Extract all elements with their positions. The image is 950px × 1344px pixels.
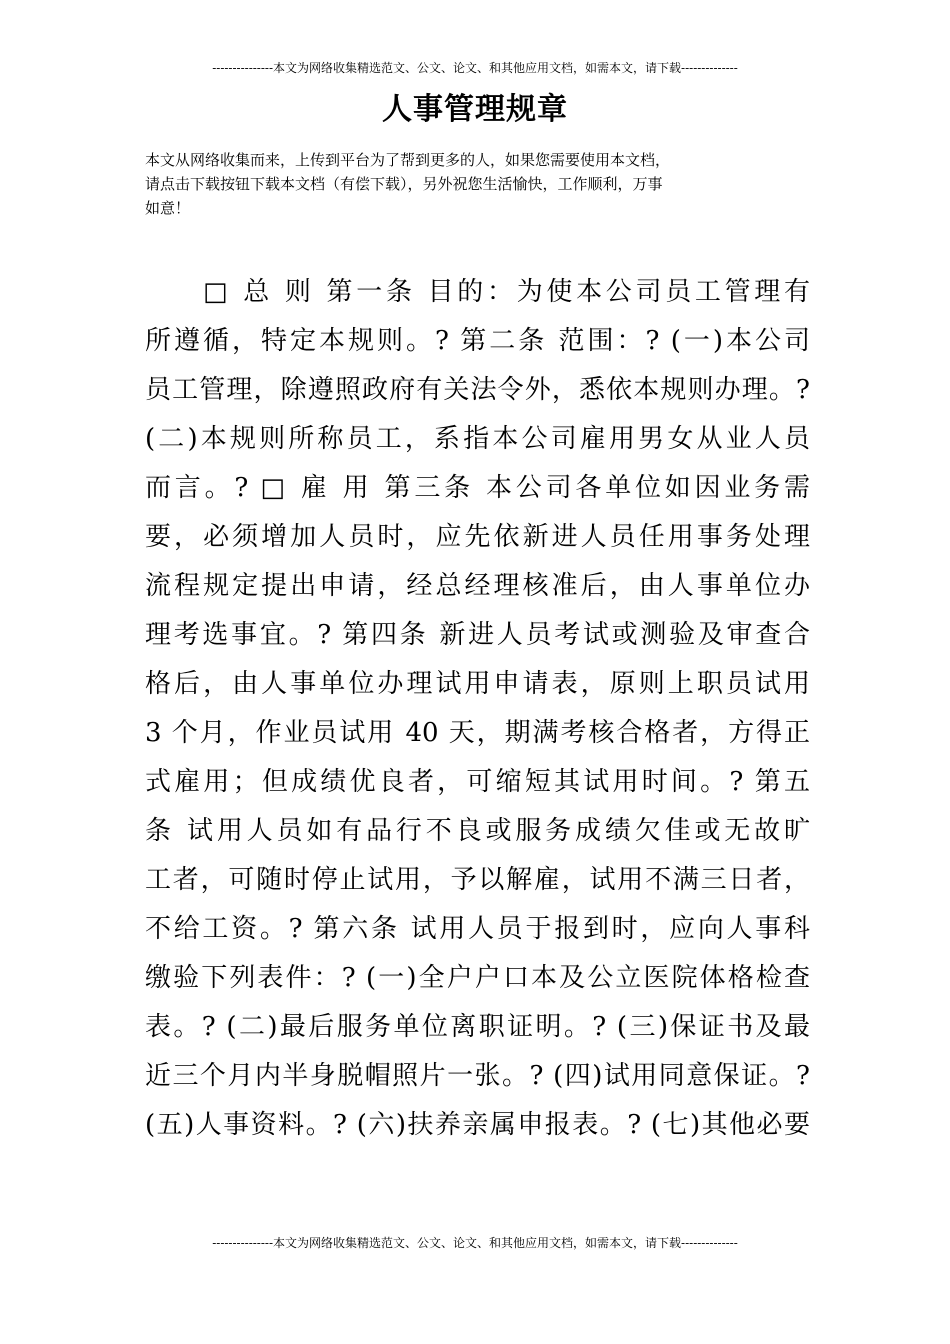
body-line: 缴验下列表件：? (一)全户户口本及公立医院体格检查	[145, 963, 810, 993]
intro-line: 本文从网络收集而来，上传到平台为了帮到更多的人，如果您需要使用本文档，	[145, 151, 671, 169]
body-line: 格后，由人事单位办理试用申请表，原则上职员试用	[145, 669, 810, 699]
intro-paragraph	[145, 148, 810, 220]
header-banner: ---------------本文为网络收集精选范文、公文、论文、和其他应用文档，如需本文，请下载--------------	[212, 61, 738, 75]
intro-line: 如意！	[145, 199, 191, 217]
body-line: □ 总 则 第一条 目的：为使本公司员工管理有	[203, 277, 810, 307]
body-line: 所遵循，特定本规则。? 第二条 范围：? (一)本公司	[145, 326, 810, 356]
body-line: 表。? (二)最后服务单位离职证明。? (三)保证书及最	[145, 1012, 810, 1042]
body-line: 理考选事宜。? 第四条 新进人员考试或测验及审查合	[145, 620, 810, 650]
body-line: 而言。? □ 雇 用 第三条 本公司各单位如因业务需	[145, 473, 810, 503]
body-line: 不给工资。? 第六条 试用人员于报到时，应向人事科	[145, 914, 810, 944]
body-line: (二)本规则所称员工，系指本公司雇用男女从业人员	[145, 424, 810, 454]
body-line: 近三个月内半身脱帽照片一张。? (四)试用同意保证。?	[145, 1061, 810, 1091]
footer-banner: ---------------本文为网络收集精选范文、公文、论文、和其他应用文档，如需本文，请下载--------------	[212, 1236, 738, 1250]
body-line: 式雇用；但成绩优良者，可缩短其试用时间。? 第五	[145, 767, 810, 797]
body-line: 流程规定提出申请，经总经理核准后，由人事单位办	[145, 571, 810, 601]
body-line: 3 个月，作业员试用 40 天，期满考核合格者，方得正	[145, 718, 810, 748]
intro-line: 请点击下载按钮下载本文档（有偿下载），另外祝您生活愉快，工作顺利，万事	[145, 175, 663, 193]
body-line: (五)人事资料。? (六)扶养亲属申报表。? (七)其他必要	[145, 1110, 810, 1140]
body-line: 条 试用人员如有品行不良或服务成绩欠佳或无故旷	[145, 816, 810, 846]
document-title: 人事管理规章	[382, 92, 568, 127]
body-paragraph	[145, 268, 810, 1150]
body-line: 要，必须增加人员时，应先依新进人员任用事务处理	[145, 522, 810, 552]
body-line: 员工管理，除遵照政府有关法令外，悉依本规则办理。?	[145, 375, 810, 405]
body-line: 工者，可随时停止试用，予以解雇，试用不满三日者，	[145, 865, 810, 895]
